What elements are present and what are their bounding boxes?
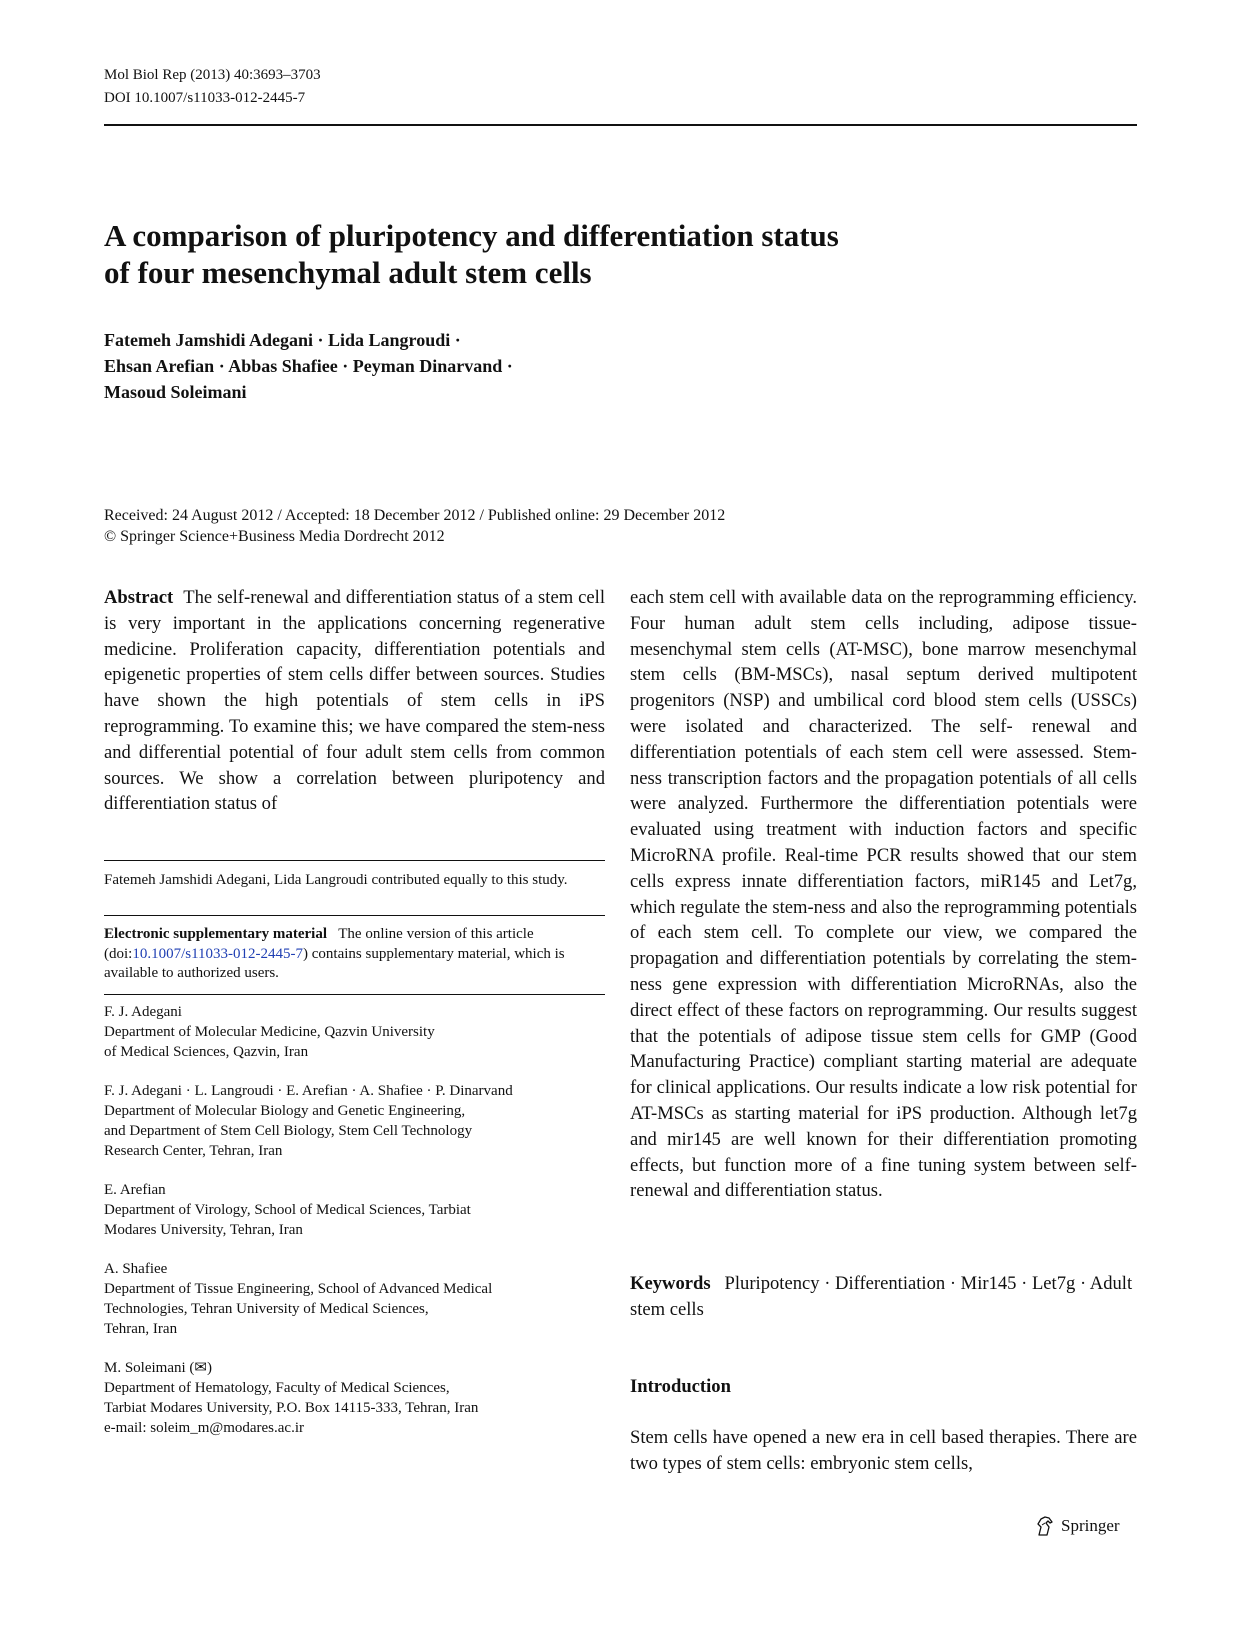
footnote-rule (104, 860, 605, 861)
affiliation-line: Tehran, Iran (104, 1320, 178, 1337)
esm-rule (104, 915, 605, 916)
affiliation-line: Tarbiat Modares University, P.O. Box 14115-333, Tehran, Iran (104, 1399, 479, 1416)
springer-horse-icon (1035, 1515, 1055, 1537)
keywords (630, 1271, 1137, 1323)
affiliation-block (104, 1003, 605, 1062)
keywords-text: Pluripotency · Differentiation · Mir145 · Let7g · Adult stem cells (630, 1273, 1133, 1320)
introduction-text: Stem cells have opened a new era in cell based therapies. There are two types of stem cells: embryonic stem cells, (630, 1427, 1137, 1474)
affiliation-names: F. J. Adegani · L. Langroudi · E. Arefian · A. Shafiee · P. Dinarvand (104, 1083, 513, 1100)
affiliation-block (104, 1260, 605, 1339)
affiliation-line: Department of Molecular Medicine, Qazvin University (104, 1023, 435, 1040)
publisher-name: Springer (1061, 1516, 1120, 1535)
affiliation-line: Technologies, Tehran University of Medical Sciences, (104, 1300, 429, 1317)
author-line: Fatemeh Jamshidi Adegani · Lida Langroudi · (104, 330, 461, 350)
equal-contribution-text: Fatemeh Jamshidi Adegani, Lida Langroudi contributed equally to this study. (104, 872, 568, 888)
affiliation-names: A. Shafiee (104, 1261, 168, 1278)
journal-doi: DOI 10.1007/s11033-012-2445-7 (104, 90, 306, 106)
affiliations (104, 1003, 605, 1458)
affiliation-block (104, 1359, 605, 1438)
copyright-line: © Springer Science+Business Media Dordrecht 2012 (104, 528, 445, 545)
affiliation-line: Department of Hematology, Faculty of Medical Sciences, (104, 1380, 450, 1397)
affiliation-line: Department of Virology, School of Medical Sciences, Tarbiat (104, 1201, 471, 1218)
esm-doi-link[interactable]: 10.1007/s11033-012-2445-7 (132, 945, 304, 962)
title-line: of four mesenchymal adult stem cells (104, 255, 592, 290)
abstract-text-left: The self-renewal and differentiation status of a stem cell is very important in the applications concerning regenerative medicine. Proliferation capacity, differentiation potentials and epigenetic properties of stem cells differ between sources. Studies have shown the high potentials of stem cells in iPS reprogramming. To examine this; we have compared the stem-ness and differential potential of four adult stem cells from common sources. We show a correlation between pluripotency and differentiation status of (104, 587, 606, 815)
dates-line: Received: 24 August 2012 / Accepted: 18 December 2012 / Published online: 29 December 2012 (104, 507, 726, 524)
article-title (104, 217, 1104, 291)
author-line: Masoud Soleimani (104, 382, 247, 402)
abstract-label: Abstract (104, 587, 174, 608)
keywords-label: Keywords (630, 1273, 711, 1294)
affiliation-line: Research Center, Tehran, Iran (104, 1142, 283, 1159)
esm-text-before: The online version of this article (doi: (104, 926, 534, 962)
affiliation-line: of Medical Sciences, Qazvin, Iran (104, 1043, 309, 1060)
affiliation-names: F. J. Adegani (104, 1004, 182, 1020)
affiliation-line: Modares University, Tehran, Iran (104, 1221, 303, 1238)
affiliation-names: M. Soleimani (✉) (104, 1360, 212, 1377)
abstract-text-right: each stem cell with available data on the reprogramming efficiency. Four human adult stem cells including, adipose tissue-mesenchymal stem cells (AT-MSC), bone marrow mesenchymal stem cells (BM-MSCs), nasal septum derived multipotent progenitors (NSP) and umbilical cord blood stem cells (USSCs) were isolated and characterized. The self- renewal and differentiation potentials of each stem cell were assessed. Stem-ness transcription factors and the propagation potentials of all cells were analyzed. Furthermore the differentiation potentials were evaluated using treatment with induction factors and specific MicroRNA profile. Real-time PCR results showed that our stem cells express innate differentiation factors, miR145 and Let7g, which regulate the stem-ness and also the reprogramming potentials of each stem cell. To complete our view, we compared the propagation and differentiation potentials by correlating the stem-ness gene expression with differentiation MicroRNAs, also the direct effect of these factors on reprogramming. Our results suggest that the potentials of adipose tissue stem cells for GMP (Good Manufacturing Practice) compliant starting material are adequate for clinical applications. Our results indicate a low risk potential for AT-MSCs as starting material for iPS production. Although let7g and mir145 are well known for their differentiation promoting effects, but function more of a fine tuning system between self-renewal and differentiation status. (630, 587, 1137, 1202)
equal-contribution-note (104, 871, 605, 891)
affiliation-line: Department of Molecular Biology and Genetic Engineering, (104, 1102, 466, 1119)
esm-label: Electronic supplementary material (104, 926, 328, 942)
author-list (104, 327, 804, 405)
abstract-left (104, 585, 605, 817)
esm-note (104, 925, 605, 984)
introduction-heading: Introduction (630, 1376, 731, 1397)
title-line: A comparison of pluripotency and differentiation status (104, 218, 839, 253)
author-line: Ehsan Arefian · Abbas Shafiee · Peyman Dinarvand · (104, 356, 513, 376)
affiliation-line: and Department of Stem Cell Biology, Stem Cell Technology (104, 1122, 473, 1139)
publication-dates (104, 505, 1004, 547)
affiliation-line: e-mail: soleim_m@modares.ac.ir (104, 1419, 305, 1436)
publisher-logo (1035, 1515, 1120, 1537)
esm-text-after: ) contains supplementary material, which is available to authorized users. (104, 945, 565, 981)
affiliation-rule (104, 994, 605, 995)
affiliation-block (104, 1082, 605, 1161)
abstract-right (630, 585, 1137, 1204)
affiliation-names: E. Arefian (104, 1182, 166, 1199)
affiliation-block (104, 1181, 605, 1240)
journal-citation: Mol Biol Rep (2013) 40:3693–3703 (104, 67, 321, 83)
header-rule (104, 124, 1137, 126)
affiliation-line: Department of Tissue Engineering, School of Advanced Medical (104, 1281, 493, 1298)
introduction-body (630, 1425, 1137, 1477)
